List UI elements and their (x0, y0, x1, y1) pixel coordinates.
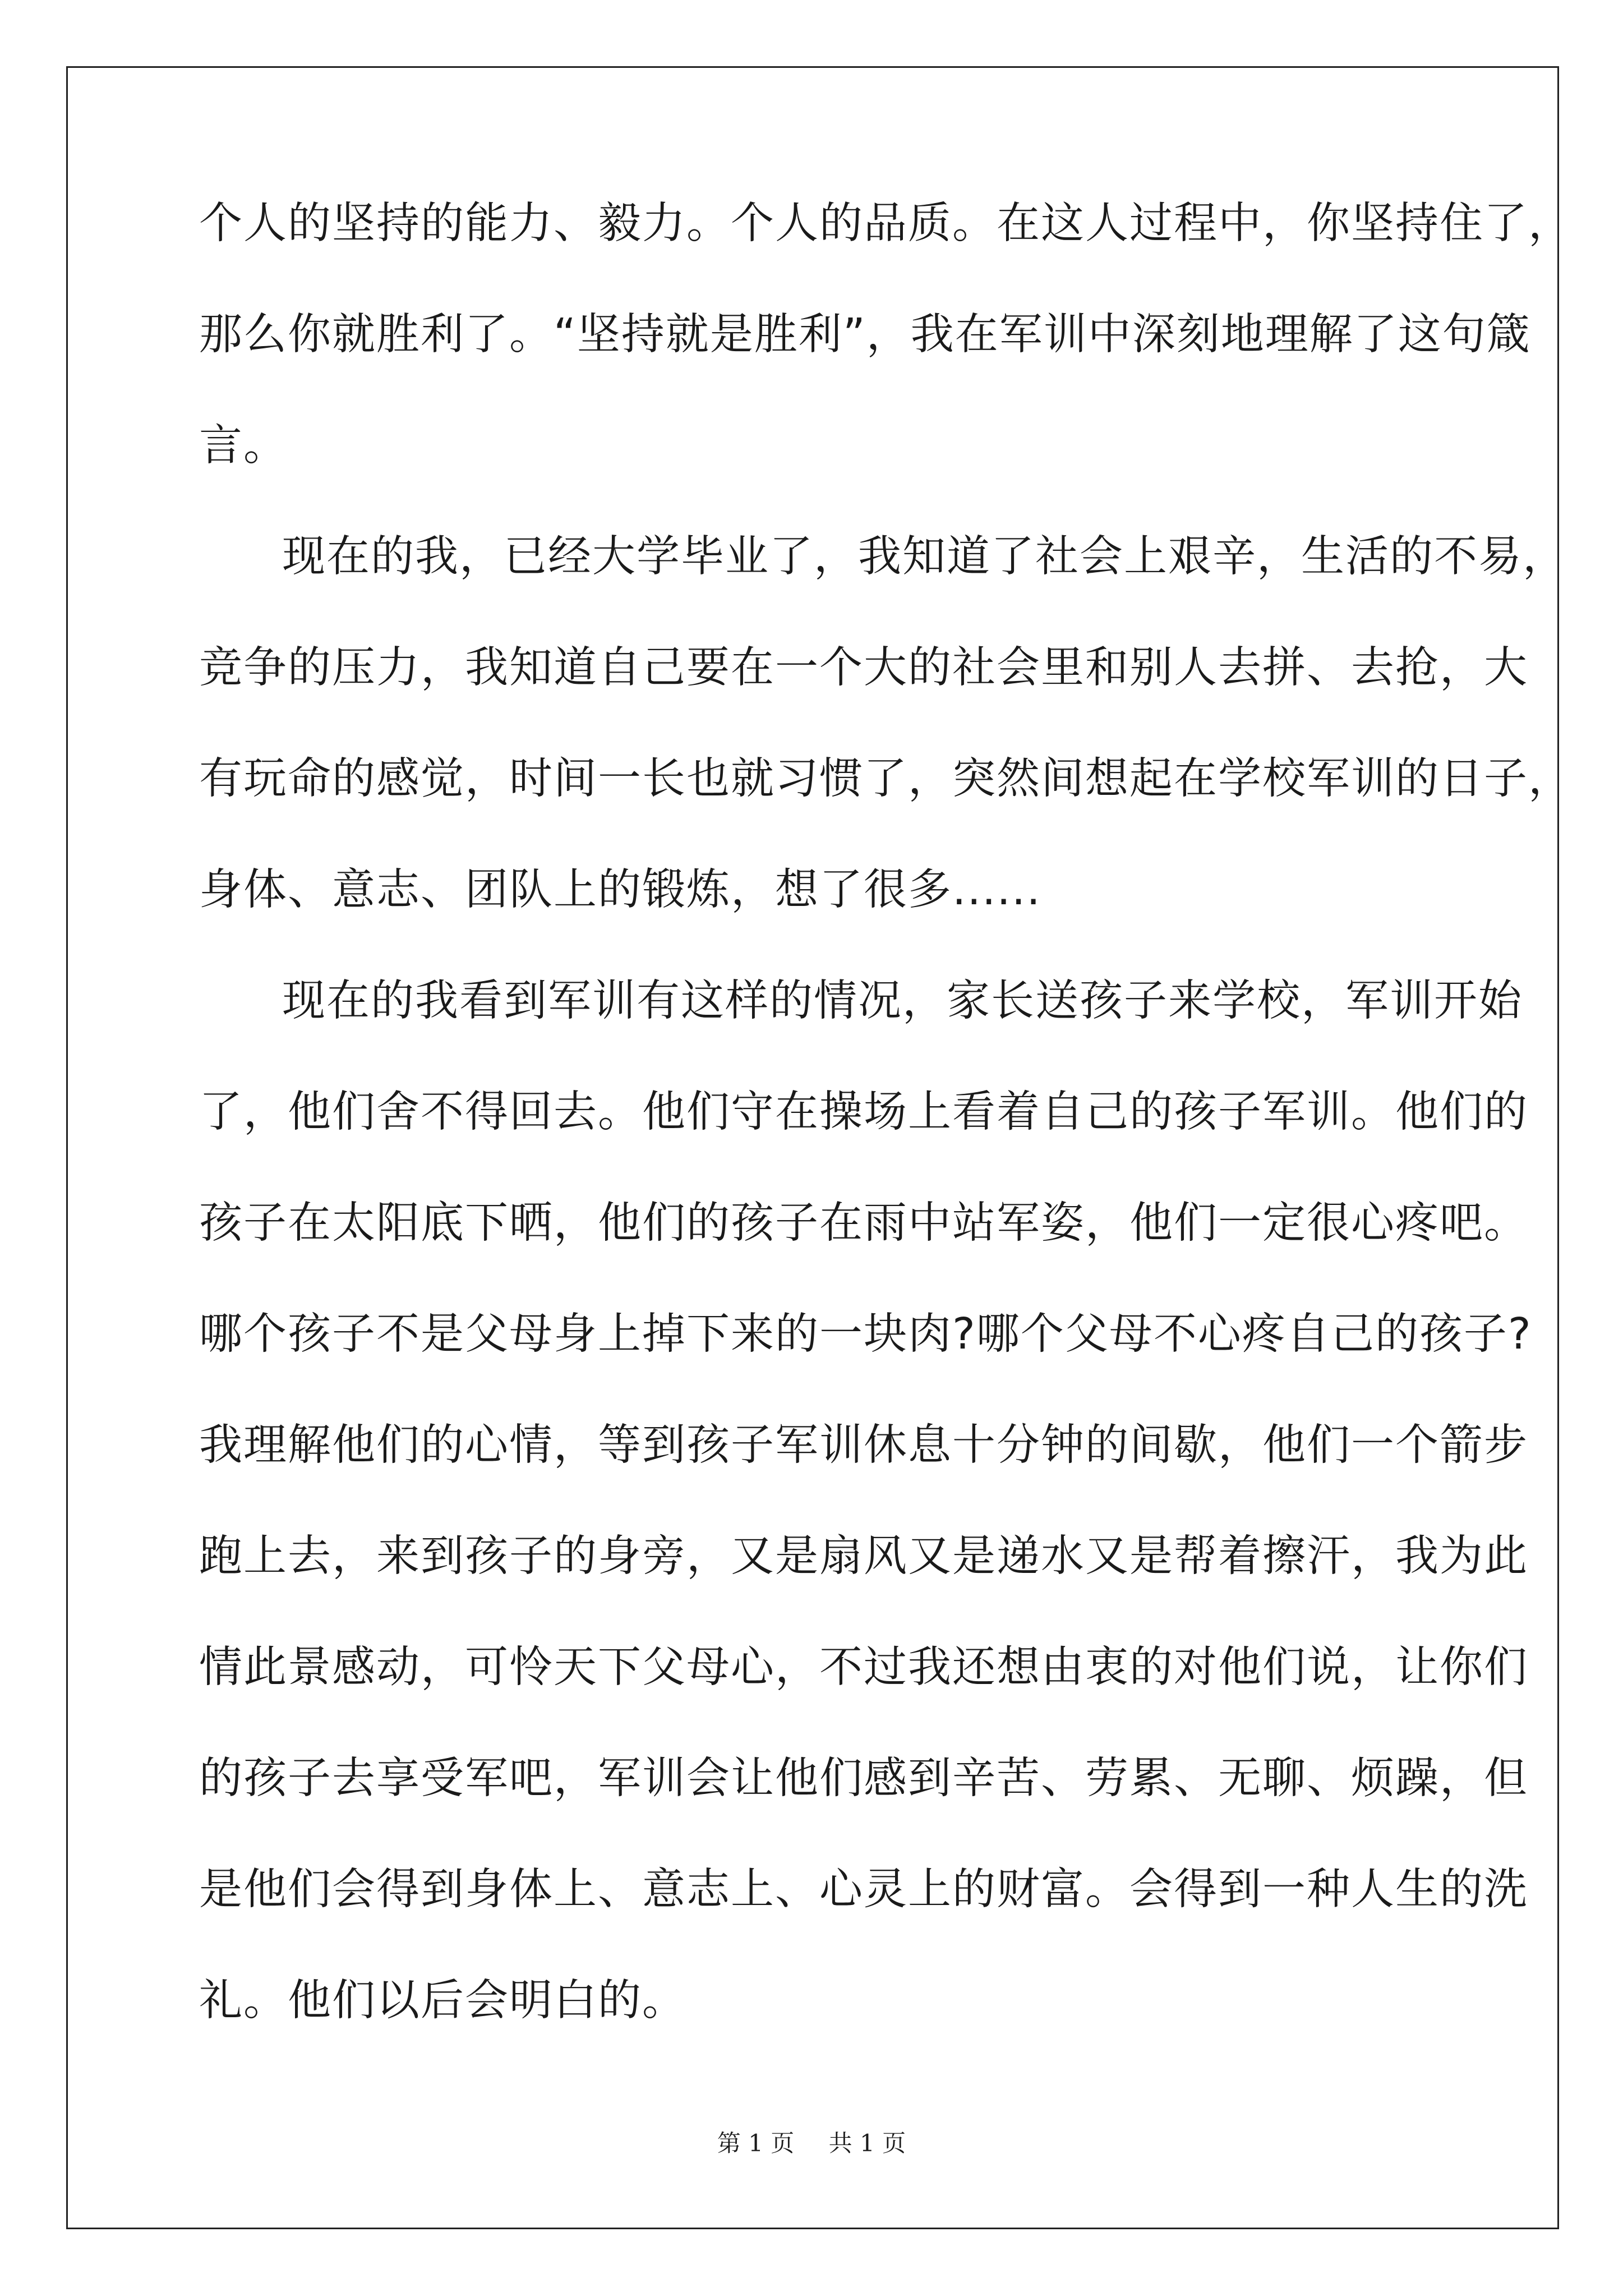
text-line: 礼。他们以后会明白的。 (199, 1976, 686, 2026)
text-line: 跑上去，来到孩子的身旁，又是扇风又是递水又是帮着擦汗，我为此 (199, 1531, 1528, 1581)
text-line: 有玩命的感觉，时间一长也就习惯了，突然间想起在学校军训的日子， (199, 754, 1573, 804)
text-line: 孩子在太阳底下晒，他们的孩子在雨中站军姿，他们一定很心疼吧。 (199, 1198, 1528, 1248)
text-line: 的孩子去享受军吧，军训会让他们感到辛苦、劳累、无聊、烦躁，但 (199, 1754, 1528, 1803)
text-line: 个人的坚持的能力、毅力。个人的品质。在这人过程中，你坚持住了， (199, 199, 1573, 249)
text-line: 情此景感动，可怜天下父母心，不过我还想由衷的对他们说，让你们 (199, 1642, 1528, 1692)
text-line: 了，他们舍不得回去。他们守在操场上看着自己的孩子军训。他们的 (199, 1087, 1528, 1137)
text-line: 我理解他们的心情，等到孩子军训休息十分钟的间歇，他们一个箭步 (199, 1420, 1528, 1470)
page-footer (0, 2125, 1623, 2159)
text-line: 那么你就胜利了。“坚持就是胜利”，我在军训中深刻地理解了这句箴 (199, 310, 1531, 360)
page-number: 第 1 页 (717, 2129, 795, 2157)
paragraph-3 (199, 946, 1532, 2056)
text-line: 现在的我，已经大学毕业了，我知道了社会上艰辛，生活的不易， (282, 532, 1567, 582)
page-total: 共 1 页 (828, 2129, 906, 2157)
text-line: 哪个孩子不是父母身上掉下来的一块肉?哪个父母不心疼自己的孩子? (199, 1309, 1532, 1359)
document-body (199, 168, 1573, 2056)
text-line: 言。 (199, 421, 288, 471)
text-line: 是他们会得到身体上、意志上、心灵上的财富。会得到一种人生的洗 (199, 1865, 1528, 1915)
text-line: 竞争的压力，我知道自己要在一个大的社会里和别人去拼、去抢，大 (199, 643, 1528, 693)
paragraph-2 (199, 501, 1573, 946)
text-line: 现在的我看到军训有这样的情况，家长送孩子来学校，军训开始 (282, 976, 1523, 1026)
paragraph-1 (199, 168, 1573, 501)
text-line: 身体、意志、团队上的锻炼，想了很多...... (199, 865, 1041, 915)
